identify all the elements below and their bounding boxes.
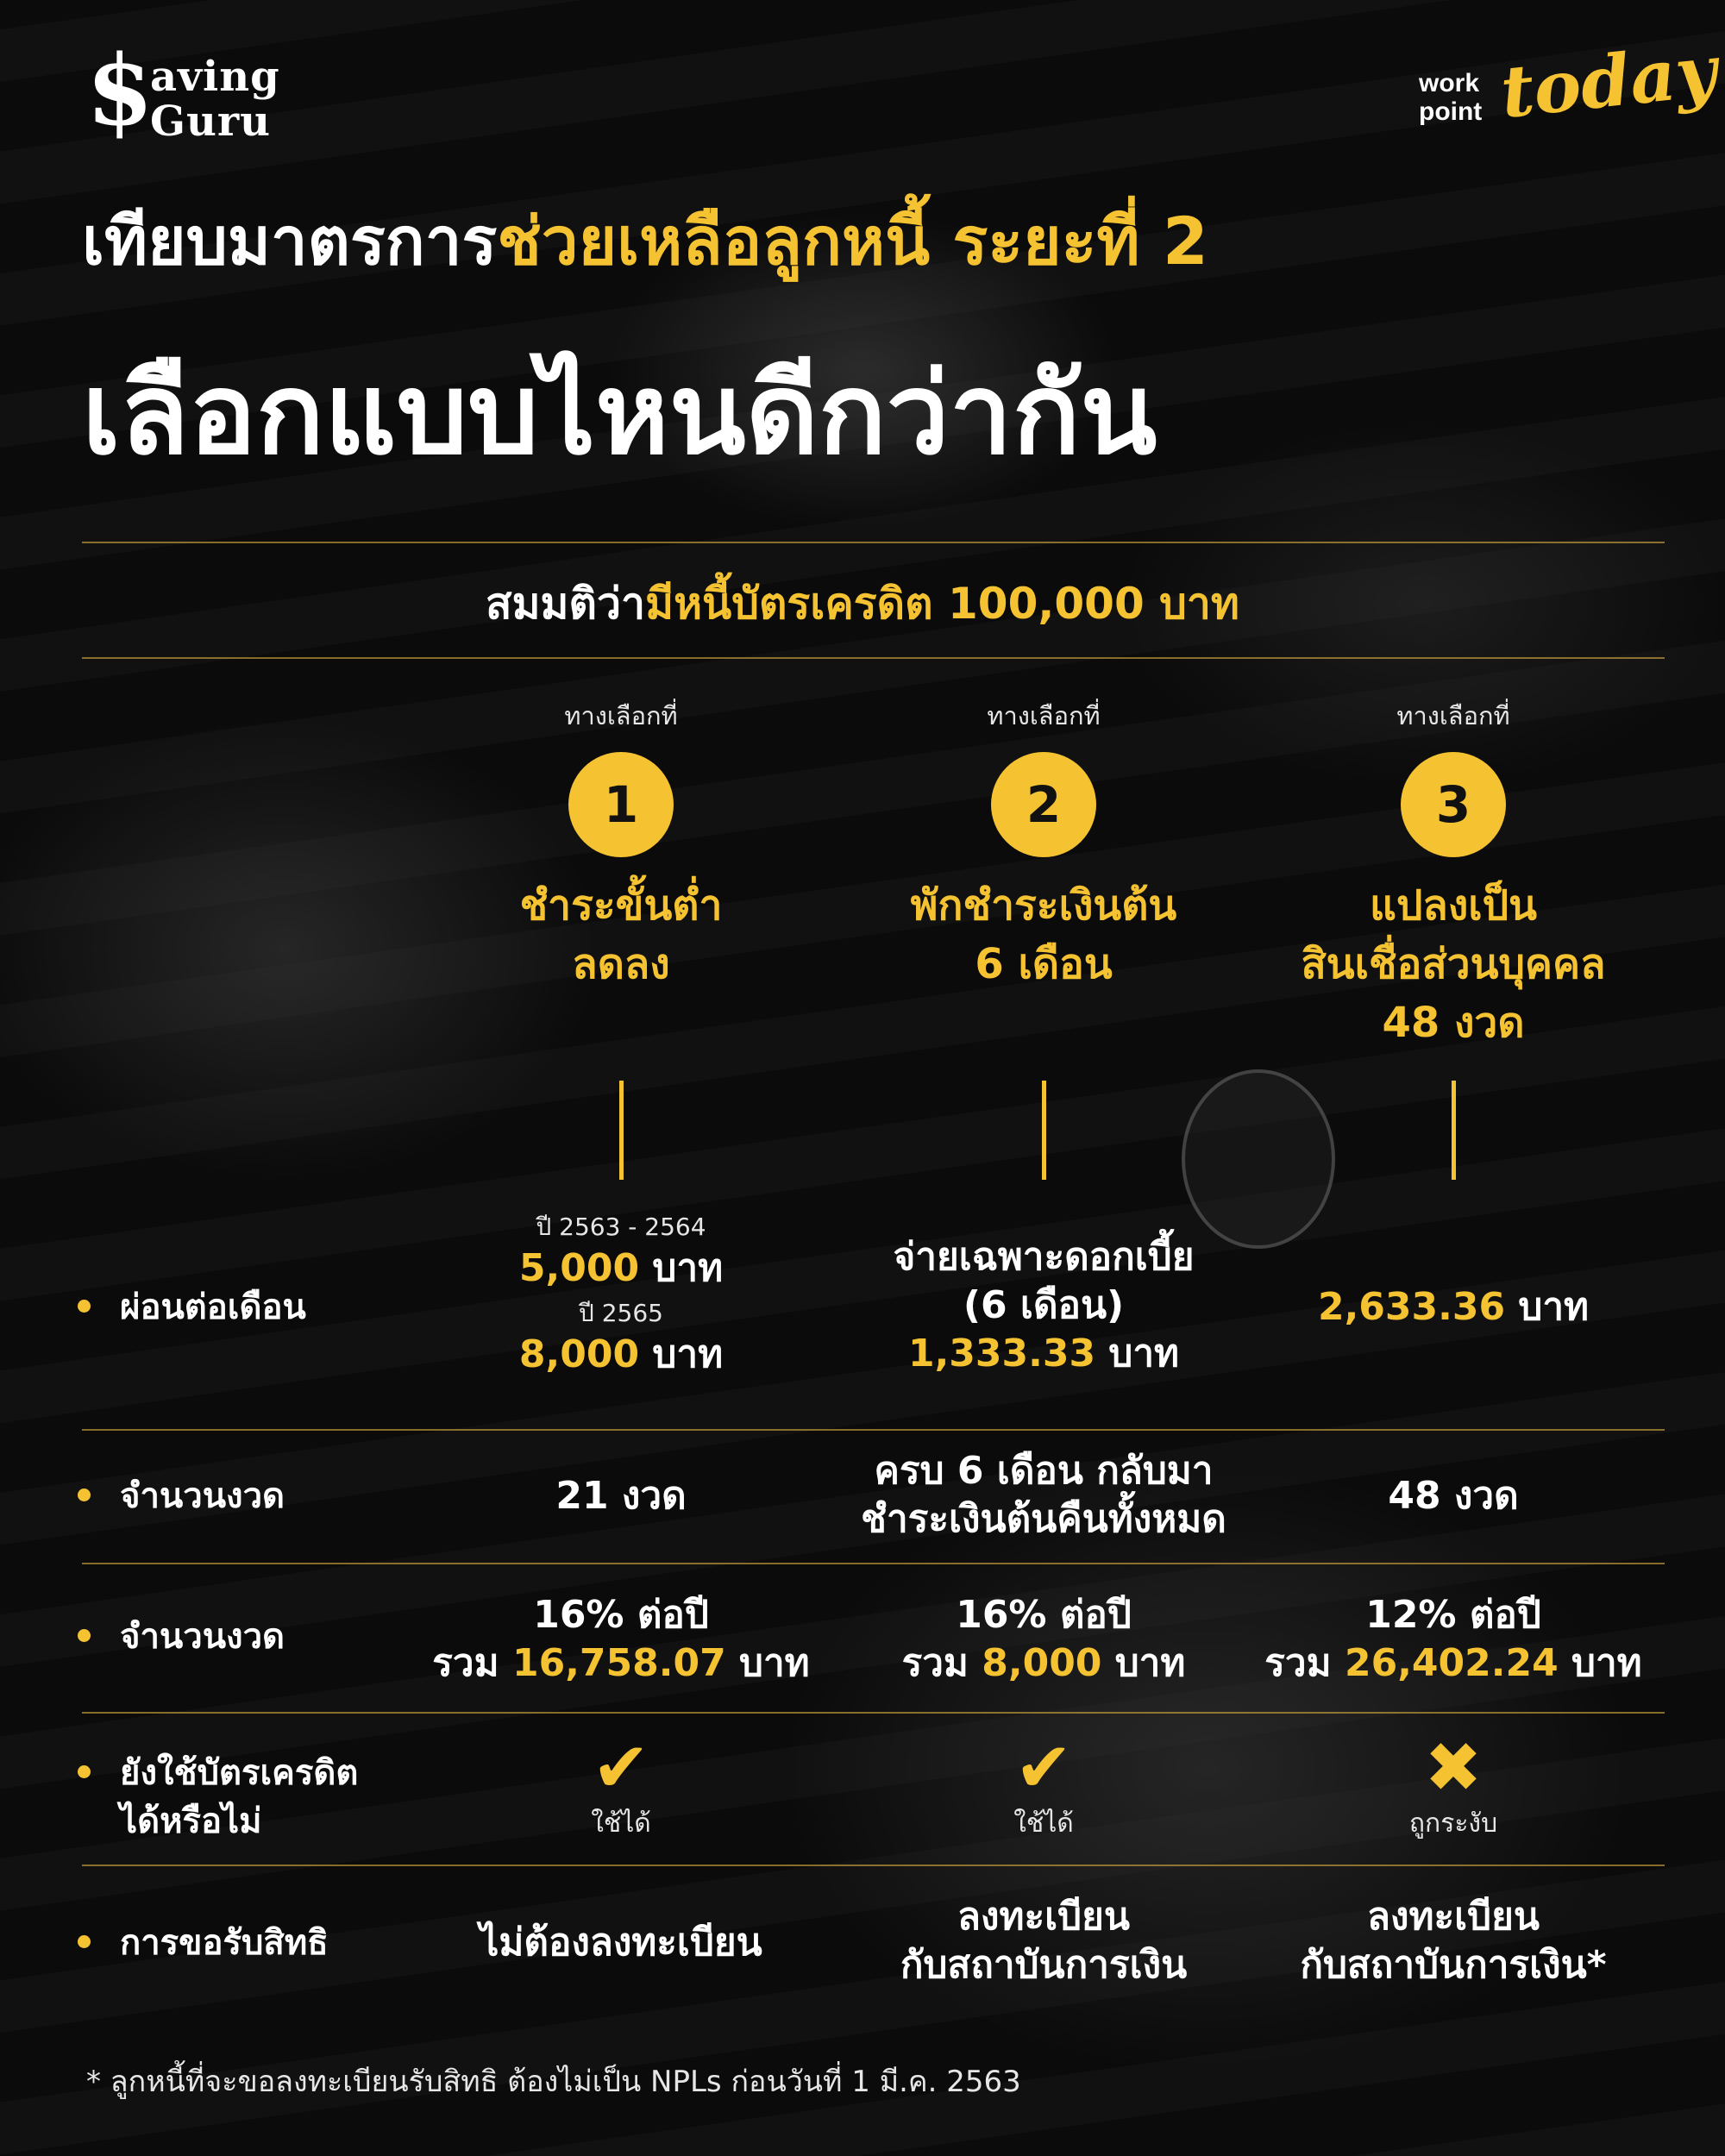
subtitle [0, 573, 1725, 634]
option-1-header [380, 699, 862, 993]
title-white-part: เทียบมาตรการ [82, 203, 498, 279]
workpoint-today-logo [1419, 29, 1722, 164]
card-usage-caption: ใช้ได้ [1013, 1808, 1074, 1839]
page-title-line2: เลือกแบบไหนดีกว่ากัน [82, 348, 1157, 479]
check-icon: ✔ [592, 1727, 650, 1808]
amount-value: 16,758.07 [511, 1641, 726, 1685]
page-title-line1 [82, 194, 1652, 289]
row-label-text: ได้หรือไม่ [120, 1802, 262, 1841]
option-label: ทางเลือกที่ [564, 701, 678, 730]
row-label-monthly [78, 1283, 306, 1332]
subtitle-yellow: มีหนี้บัตรเครดิต 100,000 บาท [645, 579, 1239, 629]
option-title-line: 48 งวด [1382, 999, 1525, 1047]
bullet-icon [78, 1765, 91, 1778]
option-number-badge: 2 [991, 752, 1096, 857]
monthly-amount [802, 1330, 1285, 1378]
total-prefix: รวม [1264, 1641, 1345, 1685]
row-label-text: จำนวนงวด [120, 1617, 285, 1657]
interest-rate: 16% ต่อปี [956, 1593, 1132, 1637]
row-label-registration [78, 1919, 329, 1967]
card-usage-option-1 [380, 1729, 862, 1841]
amount-unit: บาท [639, 1332, 724, 1376]
divider [82, 657, 1665, 659]
bullet-icon [78, 1489, 91, 1501]
logo-text-line2: Guru [150, 97, 272, 146]
amount-value: 8,000 [518, 1332, 640, 1376]
divider [82, 1563, 1665, 1564]
divider [82, 542, 1665, 543]
total-prefix: รวม [432, 1641, 512, 1685]
bullet-icon [78, 1935, 91, 1948]
option-label: ทางเลือกที่ [987, 701, 1101, 730]
footnote: * ลูกหนี้ที่จะขอลงทะเบียนรับสิทธิ ต้องไม่เป็น NPLs ก่อนวันที่ 1 มี.ค. 2563 [86, 2065, 1021, 2099]
interest-total [380, 1639, 862, 1688]
divider [82, 1429, 1665, 1431]
registration-value: ไม่ต้องลงทะเบียน [480, 1921, 762, 1965]
cross-icon: ✖ [1424, 1727, 1483, 1808]
interest-total [1212, 1639, 1695, 1688]
monthly-option-1 [380, 1210, 862, 1379]
option-title-line: ลดลง [572, 940, 670, 988]
amount-unit: บาท [1101, 1641, 1186, 1685]
row-label-card-usage [78, 1749, 358, 1846]
monthly-note: จ่ายเฉพาะดอกเบี้ย [893, 1235, 1195, 1279]
amount-unit: บาท [1558, 1641, 1642, 1685]
row-label-interest [78, 1613, 285, 1661]
divider [82, 1865, 1665, 1866]
card-usage-option-3 [1212, 1729, 1695, 1841]
registration-option-3 [1212, 1893, 1695, 1990]
installments-value: 48 งวด [1388, 1474, 1519, 1518]
option-title-line: 6 เดือน [975, 940, 1113, 988]
logo-point: point [1419, 97, 1483, 126]
registration-option-1 [380, 1919, 862, 1967]
registration-value: กับสถาบันการเงิน* [1300, 1943, 1607, 1987]
logo-work: work [1419, 69, 1480, 97]
logo-today: today [1496, 29, 1722, 135]
amount-value: 1,333.33 [907, 1332, 1096, 1376]
registration-value: ลงทะเบียน [957, 1895, 1130, 1939]
option-number-badge: 1 [568, 752, 674, 857]
installments-option-3 [1212, 1472, 1695, 1520]
connector-line-3 [1212, 1081, 1695, 1180]
logo-text-line1: aving [150, 53, 280, 101]
option-title-line: พักชำระเงินต้น [910, 881, 1177, 930]
amount-unit: บาท [639, 1246, 724, 1290]
amount-unit: บาท [725, 1641, 810, 1685]
period-label: ปี 2563 - 2564 [536, 1213, 706, 1241]
amount-unit: บาท [1505, 1285, 1590, 1329]
row-label-text: จำนวนงวด [120, 1476, 285, 1516]
amount-value: 2,633.36 [1317, 1285, 1506, 1329]
title-yellow-part: ช่วยเหลือลูกหนี้ ระยะที่ 2 [497, 203, 1208, 279]
option-title [380, 876, 862, 993]
installments-note: ครบ 6 เดือน กลับมา [874, 1449, 1214, 1493]
row-label-installments [78, 1472, 285, 1520]
dollar-sign-icon: $ [86, 34, 154, 147]
interest-rate: 16% ต่อปี [533, 1593, 709, 1637]
monthly-amount [380, 1244, 862, 1293]
option-3-header [1212, 699, 1695, 1052]
installments-option-1 [380, 1472, 862, 1520]
registration-value: ลงทะเบียน [1367, 1895, 1540, 1939]
amount-value: 8,000 [982, 1641, 1102, 1685]
option-title-line: ชำระขั้นต่ำ [519, 881, 723, 930]
monthly-note: (6 เดือน) [963, 1283, 1125, 1327]
divider [82, 1712, 1665, 1714]
monthly-option-3 [1212, 1283, 1695, 1332]
bullet-icon [78, 1629, 91, 1642]
option-title-line: แปลงเป็น [1370, 881, 1537, 930]
registration-value: กับสถาบันการเงิน [900, 1943, 1188, 1987]
amount-value: 26,402.24 [1344, 1641, 1559, 1685]
period-label: ปี 2565 [579, 1299, 663, 1327]
bullet-icon [78, 1300, 91, 1313]
installments-value: 21 งวด [555, 1474, 687, 1518]
connector-line-1 [380, 1081, 862, 1180]
check-icon: ✔ [1014, 1727, 1073, 1808]
monthly-amount [380, 1331, 862, 1379]
option-title-line: สินเชื่อส่วนบุคคล [1301, 940, 1606, 988]
row-label-text: การขอรับสิทธิ [120, 1923, 329, 1963]
interest-rate: 12% ต่อปี [1365, 1593, 1541, 1637]
option-number-badge: 3 [1401, 752, 1506, 857]
interest-option-1 [380, 1591, 862, 1688]
subtitle-white: สมมติว่า [486, 579, 646, 629]
total-prefix: รวม [901, 1641, 982, 1685]
interest-option-3 [1212, 1591, 1695, 1688]
monthly-amount [1212, 1283, 1695, 1332]
row-label-text: ยังใช้บัตรเครดิต [120, 1753, 359, 1793]
card-usage-caption: ใช้ได้ [591, 1808, 651, 1839]
option-label: ทางเลือกที่ [1396, 701, 1510, 730]
saving-guru-logo [86, 34, 310, 151]
amount-value: 5,000 [518, 1246, 640, 1290]
row-label-text: ผ่อนต่อเดือน [120, 1288, 306, 1327]
option-title [1212, 876, 1695, 1052]
installments-note: ชำระเงินต้นคืนทั้งหมด [861, 1497, 1226, 1541]
amount-unit: บาท [1095, 1332, 1180, 1376]
card-usage-caption: ถูกระงับ [1408, 1808, 1498, 1839]
